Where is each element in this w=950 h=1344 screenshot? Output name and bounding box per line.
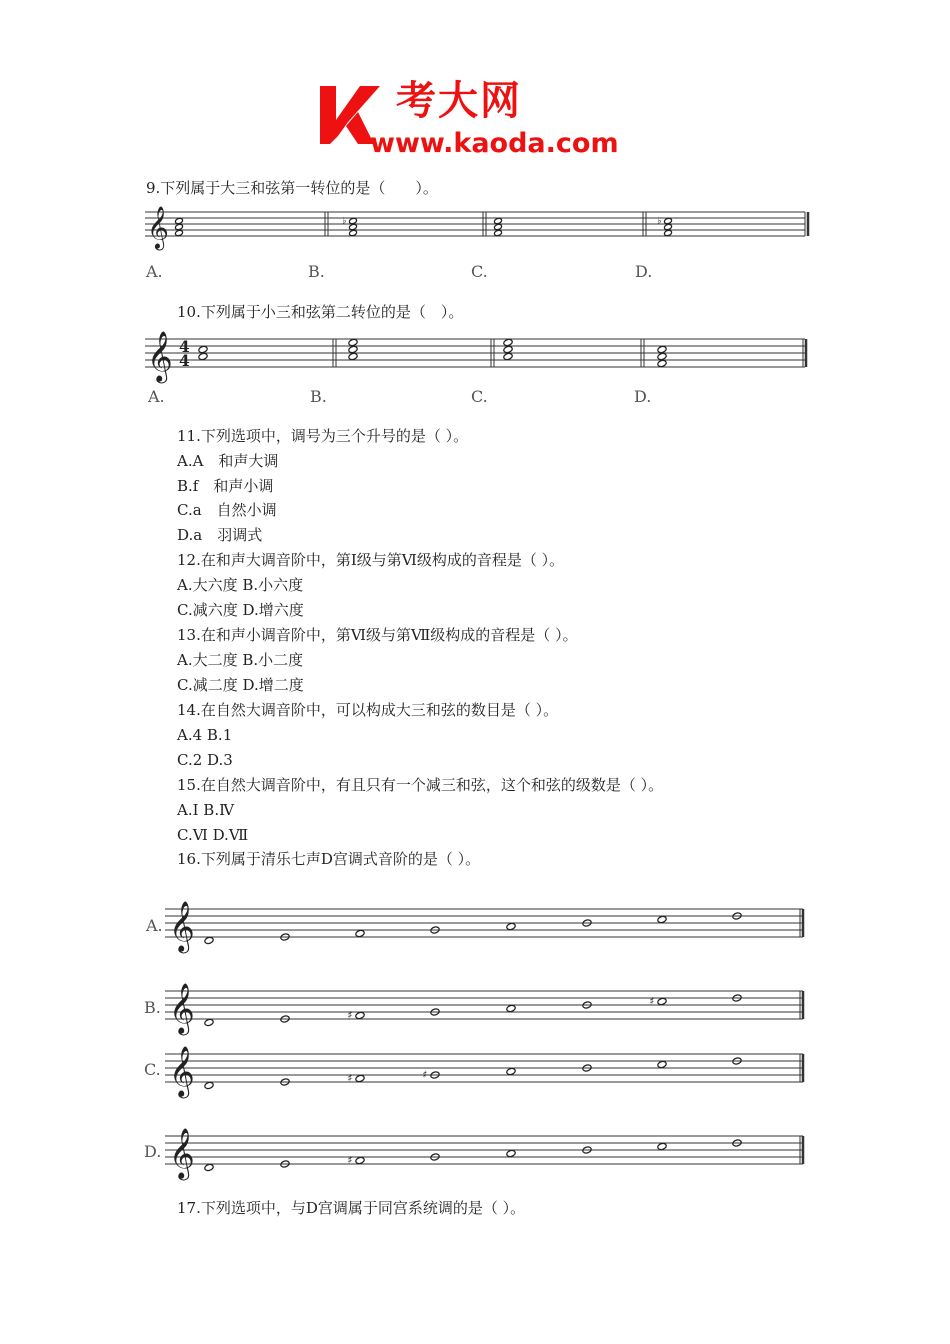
whole-note xyxy=(503,345,513,353)
q16-staff-b xyxy=(165,977,810,1037)
whole-note xyxy=(198,352,208,360)
treble-clef-icon: 𝄞 xyxy=(169,1047,195,1098)
whole-note xyxy=(494,223,503,230)
q16-label-d: D. xyxy=(144,1142,162,1161)
whole-note xyxy=(506,922,516,930)
q12-text: 12.在和声大调音阶中，第Ⅰ级与第Ⅵ级构成的音程是（ ）。 xyxy=(177,551,565,569)
q14-text: 14.在自然大调音阶中，可以构成大三和弦的数目是（ ）。 xyxy=(177,701,559,719)
whole-note xyxy=(355,1011,365,1019)
logo-url: www.kaoda.com xyxy=(370,128,619,159)
whole-note xyxy=(204,1081,214,1089)
q12-options-row2: C.减六度 D.增六度 xyxy=(177,601,304,619)
whole-note xyxy=(494,217,503,224)
time-signature-bottom: 4 xyxy=(179,352,190,370)
sharp-icon: ♯ xyxy=(347,1072,353,1085)
q10-label-a: A. xyxy=(148,387,165,406)
whole-note xyxy=(657,352,667,360)
q10-staff xyxy=(145,325,810,385)
q13-options-row2: C.减二度 D.增二度 xyxy=(177,676,304,694)
q16-label-b: B. xyxy=(144,998,161,1017)
treble-clef-icon: 𝄞 xyxy=(169,984,195,1035)
q17-text: 17.下列选项中，与D宫调属于同宫系统调的是（ ）。 xyxy=(177,1199,526,1217)
q15-text: 15.在自然大调音阶中，有且只有一个减三和弦，这个和弦的级数是（ ）。 xyxy=(177,776,664,794)
q16-staff-d xyxy=(165,1122,810,1182)
flat-icon: ♭ xyxy=(342,216,347,227)
q16-label-a: A. xyxy=(146,916,163,935)
whole-note xyxy=(664,229,673,236)
flat-icon: ♭ xyxy=(657,216,662,227)
q15-options-row1: A.Ⅰ B.Ⅳ xyxy=(177,801,235,819)
q11-text: 11.下列选项中，调号为三个升号的是（ ）。 xyxy=(177,427,469,445)
treble-clef-icon: 𝄞 xyxy=(169,902,195,953)
q16-text: 16.下列属于清乐七声D宫调式音阶的是（ ）。 xyxy=(177,850,481,868)
whole-note xyxy=(349,223,358,230)
whole-note xyxy=(657,997,667,1005)
whole-note xyxy=(355,1156,365,1164)
whole-note xyxy=(657,915,667,923)
q16-label-c: C. xyxy=(144,1060,161,1079)
treble-clef-icon: 𝄞 xyxy=(147,204,169,249)
kaoda-logo xyxy=(318,78,638,160)
whole-note xyxy=(657,345,667,353)
whole-note xyxy=(348,338,358,346)
whole-note xyxy=(348,345,358,353)
q9-label-c: C. xyxy=(471,262,488,281)
q9-label-b: B. xyxy=(308,262,325,281)
q15-options-row2: C.Ⅵ D.Ⅶ xyxy=(177,826,249,844)
q14-options-row1: A.4 B.1 xyxy=(177,726,233,744)
q11-option-c: C.a 自然小调 xyxy=(177,501,277,519)
whole-note xyxy=(657,1060,667,1068)
whole-note xyxy=(506,1067,516,1075)
q9-staff xyxy=(145,200,810,258)
q10-label-d: D. xyxy=(634,387,652,406)
whole-note xyxy=(657,1142,667,1150)
q11-option-d: D.a 羽调式 xyxy=(177,526,263,544)
whole-note xyxy=(198,345,208,353)
q9-text: 9.下列属于大三和弦第一转位的是（ ）。 xyxy=(146,179,438,197)
whole-note xyxy=(349,217,358,224)
whole-note xyxy=(664,217,673,224)
q16-staff-a xyxy=(165,895,810,955)
q14-options-row2: C.2 D.3 xyxy=(177,751,233,769)
whole-note xyxy=(506,1149,516,1157)
q9-label-d: D. xyxy=(635,262,653,281)
q10-label-c: C. xyxy=(471,387,488,406)
treble-clef-icon: 𝄞 xyxy=(147,332,173,383)
q11-option-b: B.f 和声小调 xyxy=(177,477,274,495)
sharp-icon: ♯ xyxy=(649,995,655,1008)
whole-note xyxy=(348,352,358,360)
q12-options-row1: A.大六度 B.小六度 xyxy=(177,576,304,594)
q10-label-b: B. xyxy=(310,387,327,406)
logo-chinese-name: 考大网 xyxy=(396,78,522,124)
q13-text: 13.在和声小调音阶中，第Ⅵ级与第Ⅶ级构成的音程是（ ）。 xyxy=(177,626,578,644)
whole-note xyxy=(503,352,513,360)
whole-note xyxy=(204,936,214,944)
whole-note xyxy=(355,929,365,937)
whole-note xyxy=(355,1074,365,1082)
sharp-icon: ♯ xyxy=(347,1154,353,1167)
whole-note xyxy=(657,359,667,367)
whole-note xyxy=(204,1018,214,1026)
sharp-icon: ♯ xyxy=(422,1069,428,1082)
whole-note xyxy=(494,229,503,236)
q9-label-a: A. xyxy=(146,262,163,281)
q13-options-row1: A.大二度 B.小二度 xyxy=(177,651,304,669)
q11-option-a: A.A 和声大调 xyxy=(177,452,279,470)
sharp-icon: ♯ xyxy=(347,1009,353,1022)
q10-text: 10.下列属于小三和弦第二转位的是（ ）。 xyxy=(177,303,464,321)
whole-note xyxy=(349,229,358,236)
q16-staff-c xyxy=(165,1040,810,1100)
whole-note xyxy=(204,1163,214,1171)
time-signature-top: 4 xyxy=(179,338,190,356)
whole-note xyxy=(664,223,673,230)
whole-note xyxy=(506,1004,516,1012)
whole-note xyxy=(175,223,184,230)
treble-clef-icon: 𝄞 xyxy=(169,1129,195,1180)
whole-note xyxy=(175,217,184,224)
whole-note xyxy=(503,338,513,346)
whole-note xyxy=(175,229,184,236)
